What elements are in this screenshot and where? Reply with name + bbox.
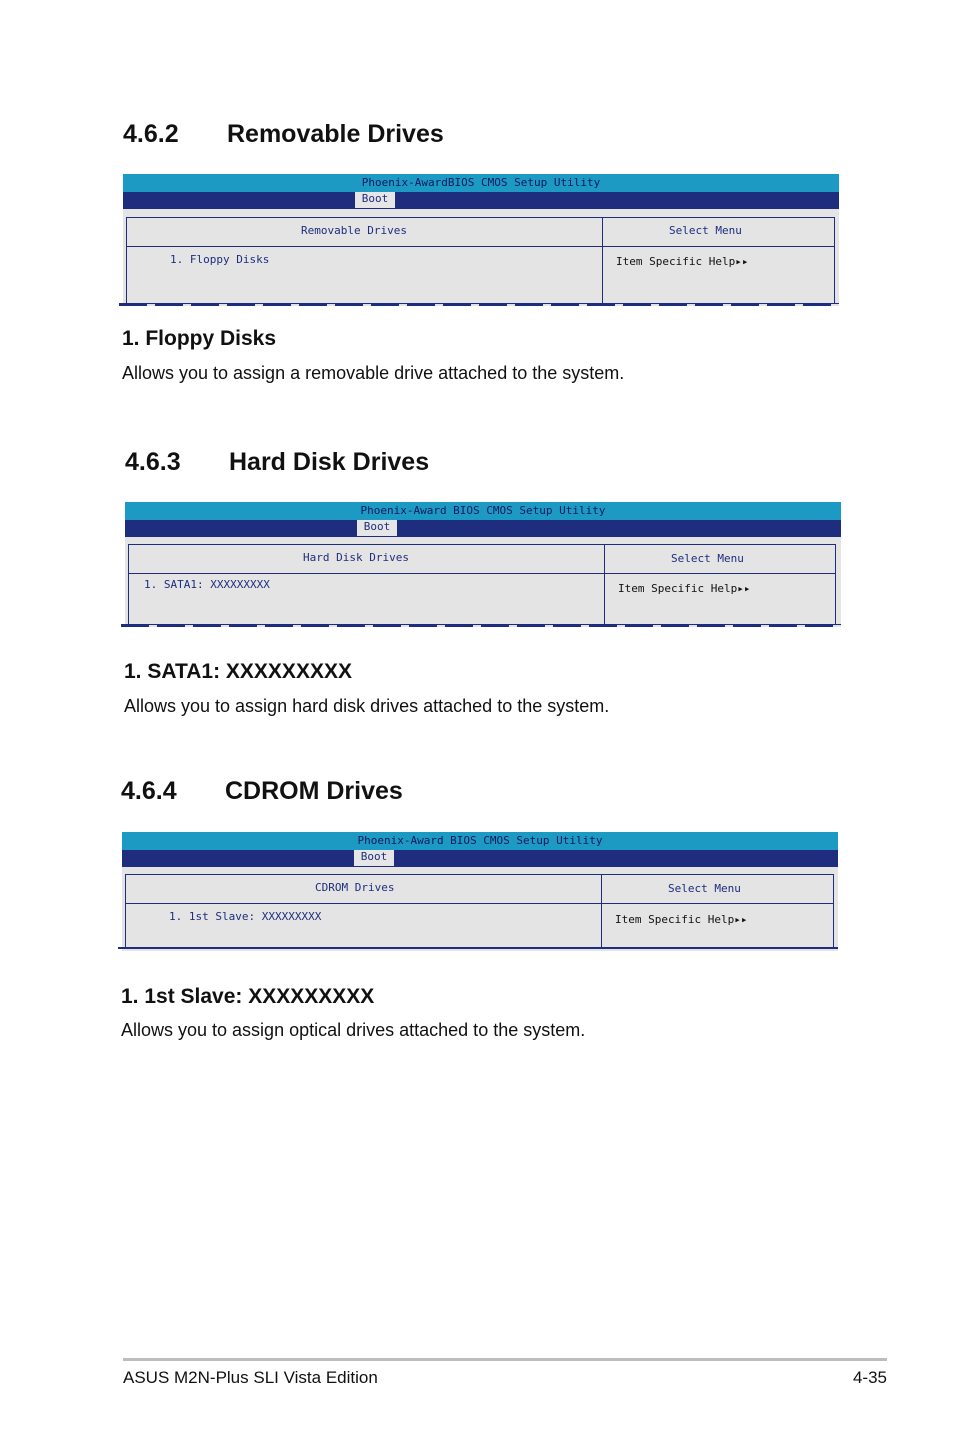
help-title: Select Menu bbox=[669, 224, 742, 237]
bios-menubar bbox=[123, 192, 839, 209]
help-title-box bbox=[604, 544, 836, 574]
panel-title: Removable Drives bbox=[301, 224, 407, 237]
tab-boot[interactable]: Boot bbox=[357, 520, 397, 536]
bios-menubar bbox=[125, 520, 841, 537]
bios-item-1st-slave[interactable]: 1. 1st Slave: XXXXXXXXX bbox=[169, 910, 322, 923]
panel-bottom-dashes bbox=[119, 304, 839, 306]
section-title: CDROM Drives bbox=[225, 777, 403, 805]
item-description: Allows you to assign optical drives attached to the system. bbox=[121, 1020, 586, 1040]
double-right-arrow-icon: ▸▸ bbox=[734, 913, 748, 926]
help-label: Item Specific Help bbox=[615, 913, 735, 926]
panel-bottom-dashes bbox=[121, 625, 841, 627]
panel-title: Hard Disk Drives bbox=[303, 551, 409, 564]
bios-menubar bbox=[122, 850, 838, 867]
help-title-box bbox=[602, 217, 835, 247]
double-right-arrow-icon: ▸▸ bbox=[737, 582, 751, 595]
help-box bbox=[601, 903, 834, 949]
help-text bbox=[616, 255, 748, 268]
panel-title-box bbox=[126, 217, 603, 247]
section-title: Hard Disk Drives bbox=[229, 448, 430, 476]
help-label: Item Specific Help bbox=[616, 255, 736, 268]
section-heading-hard-disk-drives bbox=[125, 448, 429, 477]
help-title: Select Menu bbox=[671, 552, 744, 565]
bios-panel bbox=[122, 867, 838, 951]
help-box bbox=[602, 246, 835, 304]
help-title: Select Menu bbox=[668, 882, 741, 895]
bios-header: Phoenix-AwardBIOS CMOS Setup Utility bbox=[123, 174, 839, 192]
footer-product-name: ASUS M2N-Plus SLI Vista Edition bbox=[123, 1368, 378, 1387]
bios-screen-removable-drives bbox=[123, 174, 839, 306]
section-number: 4.6.3 bbox=[125, 448, 181, 476]
section-number: 4.6.4 bbox=[121, 777, 177, 805]
item-heading-sata1: 1. SATA1: XXXXXXXXX bbox=[124, 660, 352, 683]
section-title: Removable Drives bbox=[227, 120, 444, 148]
bios-panel bbox=[125, 537, 841, 627]
panel-title-box bbox=[128, 544, 605, 574]
double-right-arrow-icon: ▸▸ bbox=[735, 255, 749, 268]
bios-header: Phoenix-Award BIOS CMOS Setup Utility bbox=[122, 832, 838, 850]
item-list-box bbox=[126, 246, 603, 304]
bios-screen-cdrom-drives bbox=[122, 832, 838, 951]
item-heading-1st-slave: 1. 1st Slave: XXXXXXXXX bbox=[121, 985, 375, 1008]
bios-panel bbox=[123, 209, 839, 306]
footer-divider bbox=[123, 1358, 887, 1361]
item-description: Allows you to assign hard disk drives attached to the system. bbox=[124, 696, 610, 716]
help-box bbox=[604, 573, 836, 625]
bios-item-sata1[interactable]: 1. SATA1: XXXXXXXXX bbox=[144, 578, 270, 591]
help-label: Item Specific Help bbox=[618, 582, 738, 595]
help-title-box bbox=[601, 874, 834, 904]
bios-item-floppy-disks[interactable]: 1. Floppy Disks bbox=[170, 253, 270, 266]
section-heading-cdrom-drives bbox=[121, 777, 403, 806]
bios-header: Phoenix-Award BIOS CMOS Setup Utility bbox=[125, 502, 841, 520]
item-heading-floppy-disks: 1. Floppy Disks bbox=[122, 327, 277, 350]
help-text bbox=[615, 913, 747, 926]
section-number: 4.6.2 bbox=[123, 120, 179, 148]
panel-title-box bbox=[125, 874, 602, 904]
tab-boot[interactable]: Boot bbox=[354, 850, 394, 866]
bios-screen-hard-disk-drives bbox=[125, 502, 841, 627]
tab-boot[interactable]: Boot bbox=[355, 192, 395, 208]
item-description: Allows you to assign a removable drive attached to the system. bbox=[122, 363, 625, 383]
item-list-box bbox=[125, 903, 602, 949]
item-list-box bbox=[128, 573, 605, 625]
footer-page-number: 4-35 bbox=[852, 1368, 887, 1387]
section-heading-removable-drives bbox=[123, 120, 444, 149]
panel-title: CDROM Drives bbox=[315, 881, 395, 894]
help-text bbox=[618, 582, 750, 595]
panel-bottom-line bbox=[118, 947, 838, 949]
